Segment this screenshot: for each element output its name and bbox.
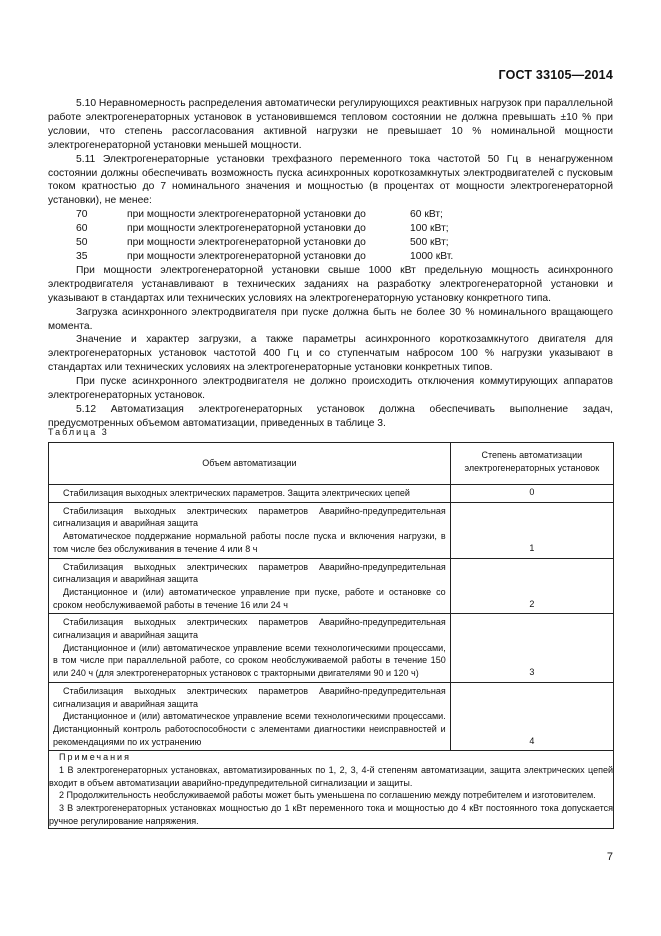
scope-cell: [49, 682, 451, 751]
degree-cell: 0: [450, 485, 613, 503]
scope-line: Стабилизация выходных электрических параметров Аварийно-предупредительная сигнализация и аварийная защита: [53, 685, 446, 709]
power-value: 100 кВт;: [410, 223, 449, 235]
paragraph-5-10: 5.10 Неравномерность распределения автоматически регулирующихся реактивных нагрузок при параллельной работе электрогенераторных установок в установившемся тепловом состоянии не должна превышать ±10 % при условии, что степень рассогласования активной нагрузки не превышает 10 % номинальной мощности электрогенераторной установки меньшей мощности.: [48, 98, 613, 151]
table-header-row: [49, 443, 614, 485]
scope-line: Стабилизация выходных электрических параметров Аварийно-предупредительная сигнализация и аварийная защита: [53, 617, 446, 641]
automation-table: [48, 442, 614, 829]
power-row: [48, 222, 613, 236]
power-percent: 60: [76, 223, 88, 235]
table-row: [49, 558, 614, 614]
power-text: при мощности электрогенераторной установки до: [127, 250, 366, 262]
scope-cell: [49, 502, 451, 558]
note-item: 2 Продолжительность необслуживаемой работы может быть уменьшена по соглашению между потребителем и изготовителем.: [59, 790, 596, 801]
power-percent: 35: [76, 250, 88, 262]
paragraph-switching: При пуске асинхронного электродвигателя не должно происходить отключения коммутирующих аппаратов электрогенераторных установок.: [48, 376, 613, 402]
paragraph-above-1000kw: При мощности электрогенераторной установки свыше 1000 кВт предельную мощность асинхронного электродвигателя устанавливают в технических заданиях на разработку электрогенераторной установки и указывают в стандартах или технических условиях на электрогенераторную установку конкретного типа.: [48, 264, 613, 304]
power-text: при мощности электрогенераторной установки до: [127, 223, 366, 235]
note-item: 1 В электрогенераторных установках, автоматизированных по 1, 2, 3, 4-й степеням автоматизации, защита электрических цепей входит в объем автоматизации аварийно-предупредительной сигнализации и защиты.: [49, 765, 613, 788]
power-row: [48, 250, 613, 264]
power-percent: 50: [76, 237, 88, 249]
paragraph-load: Загрузка асинхронного электродвигателя при пуске должна быть не более 30 % номинального вращающего момента.: [48, 306, 613, 332]
document-code-header: ГОСТ 33105—2014: [498, 68, 613, 82]
column-header-scope: Объем автоматизации: [49, 443, 451, 485]
table-row: [49, 502, 614, 558]
paragraph-5-12: 5.12 Автоматизация электрогенераторных установок должна обеспечивать выполнение задач, предусмотренных объемом автоматизации, приведенных в таблице 3.: [48, 403, 613, 429]
power-row: [48, 236, 613, 250]
power-row: [48, 208, 613, 222]
scope-line: Стабилизация выходных электрических параметров. Защита электрических цепей: [63, 488, 410, 498]
paragraph-400hz: Значение и характер загрузки, а также параметры асинхронного короткозамкнутого двигателя для электрогенераторных установок частотой 400 Гц и со ступенчатым набросом 100 % нагрузки указывают в стандартах или технических условиях на электрогенераторные установки конкретных типов.: [48, 334, 613, 374]
scope-line: Дистанционное и (или) автоматическое управление всеми технологическими процессами. Дистанционный контроль работоспособности с элементами диагностики неисправностей и рекомендациями по их устранению: [53, 711, 446, 747]
power-value: 1000 кВт.: [410, 250, 454, 262]
note-item: 3 В электрогенераторных установках мощностью до 1 кВт переменного тока и мощностью до 4 кВт постоянного тока допускается ручное регулирование напряжения.: [49, 803, 613, 826]
page-number: 7: [606, 851, 613, 863]
power-value: 500 кВт;: [410, 237, 449, 249]
notes-cell: [49, 751, 614, 828]
degree-cell: 1: [450, 502, 613, 558]
column-header-degree: Степень автоматизации электрогенераторных установок: [450, 443, 613, 485]
table-row: [49, 682, 614, 751]
scope-cell: [49, 485, 451, 503]
scope-line: Стабилизация выходных электрических параметров Аварийно-предупредительная сигнализация и аварийная защита: [53, 561, 446, 585]
table-notes-row: [49, 751, 614, 828]
scope-line: Стабилизация выходных электрических параметров Аварийно-предупредительная сигнализация и аварийная защита: [53, 505, 446, 529]
power-text: при мощности электрогенераторной установки до: [127, 209, 366, 221]
scope-line: Дистанционное и (или) автоматическое управление всеми технологическими процессами, в том числе при параллельной работе, со сроком необслуживаемой работы в течение 150 или 240 ч (для электрогенераторных установок с тракторными двигателями 90 и 120 ч): [53, 642, 446, 679]
degree-cell: 4: [450, 682, 613, 751]
table-caption: Таблица 3: [48, 427, 109, 437]
power-text: при мощности электрогенераторной установки до: [127, 237, 366, 249]
degree-cell: 2: [450, 558, 613, 614]
table-row: [49, 485, 614, 503]
scope-line: Автоматическое поддержание нормальной работы после пуска и включения нагрузки, в том числе без обслуживания в течение 4 или 8 ч: [53, 531, 446, 554]
scope-line: Дистанционное и (или) автоматическое управление при пуске, работе и остановке со сроком необслуживаемой работы в течение 16 или 24 ч: [53, 586, 446, 610]
body-text: [48, 97, 613, 431]
scope-cell: [49, 558, 451, 614]
table-row: [49, 614, 614, 683]
degree-cell: 3: [450, 614, 613, 683]
notes-title: Примечания: [59, 752, 131, 763]
power-value: 60 кВт;: [410, 209, 443, 221]
power-percent: 70: [76, 209, 88, 221]
scope-cell: [49, 614, 451, 683]
paragraph-5-11: 5.11 Электрогенераторные установки трехфазного переменного тока частотой 50 Гц в ненагруженном состоянии должны обеспечивать возможность пуска асинхронных короткозамкнутых электродвигателей с пусковым током кратностью до 7 номинального значения и мощностью (в процентах от мощности электрогенераторной установки), не менее:: [48, 153, 613, 207]
